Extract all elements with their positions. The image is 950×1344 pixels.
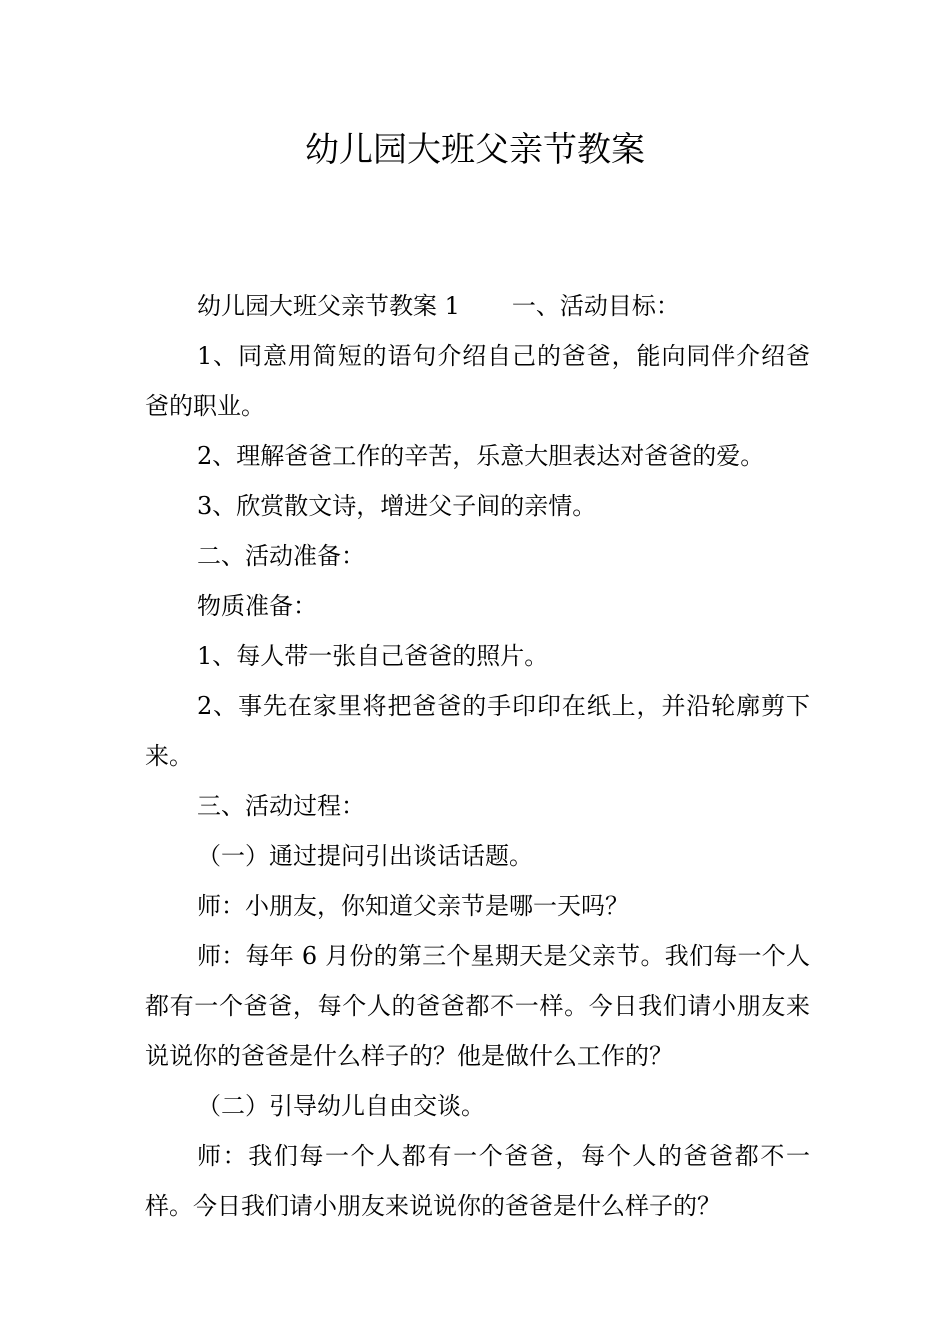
- paragraph: 1、同意用简短的语句介绍自己的爸爸，能向同伴介绍爸爸的职业。: [145, 342, 810, 420]
- paragraph-heading-line: [145, 281, 810, 331]
- paragraph: 2、理解爸爸工作的辛苦，乐意大胆表达对爸爸的爱。: [197, 442, 765, 470]
- section-heading-goals: 一、活动目标：: [511, 292, 680, 320]
- paragraph: （一）通过提问引出谈话话题。: [197, 842, 533, 870]
- paragraph: 师：我们每一个人都有一个爸爸，每个人的爸爸都不一样。今日我们请小朋友来说说你的爸爸是什么样子的？: [145, 1142, 810, 1220]
- paragraph: 1、每人带一张自己爸爸的照片。: [197, 642, 549, 670]
- paragraph: 物质准备：: [197, 592, 317, 620]
- paragraph: 师：小朋友，你知道父亲节是哪一天吗？: [197, 892, 629, 920]
- section-heading-process: 三、活动过程：: [197, 792, 365, 820]
- paragraph: 2、事先在家里将把爸爸的手印印在纸上，并沿轮廓剪下来。: [145, 692, 810, 770]
- paragraph: （二）引导幼儿自由交谈。: [197, 1092, 485, 1120]
- section-heading-preparation: 二、活动准备：: [197, 542, 365, 570]
- lesson-plan-label: 幼儿园大班父亲节教案 1: [197, 292, 460, 320]
- document-title: 幼儿园大班父亲节教案: [305, 130, 645, 170]
- document-body: [145, 281, 810, 1231]
- paragraph: 3、欣赏散文诗，增进父子间的亲情。: [197, 492, 597, 520]
- paragraph: 师：每年 6 月份的第三个星期天是父亲节。我们每一个人都有一个爸爸，每个人的爸爸都不一样。今日我们请小朋友来说说你的爸爸是什么样子的？他是做什么工作的？: [145, 942, 810, 1070]
